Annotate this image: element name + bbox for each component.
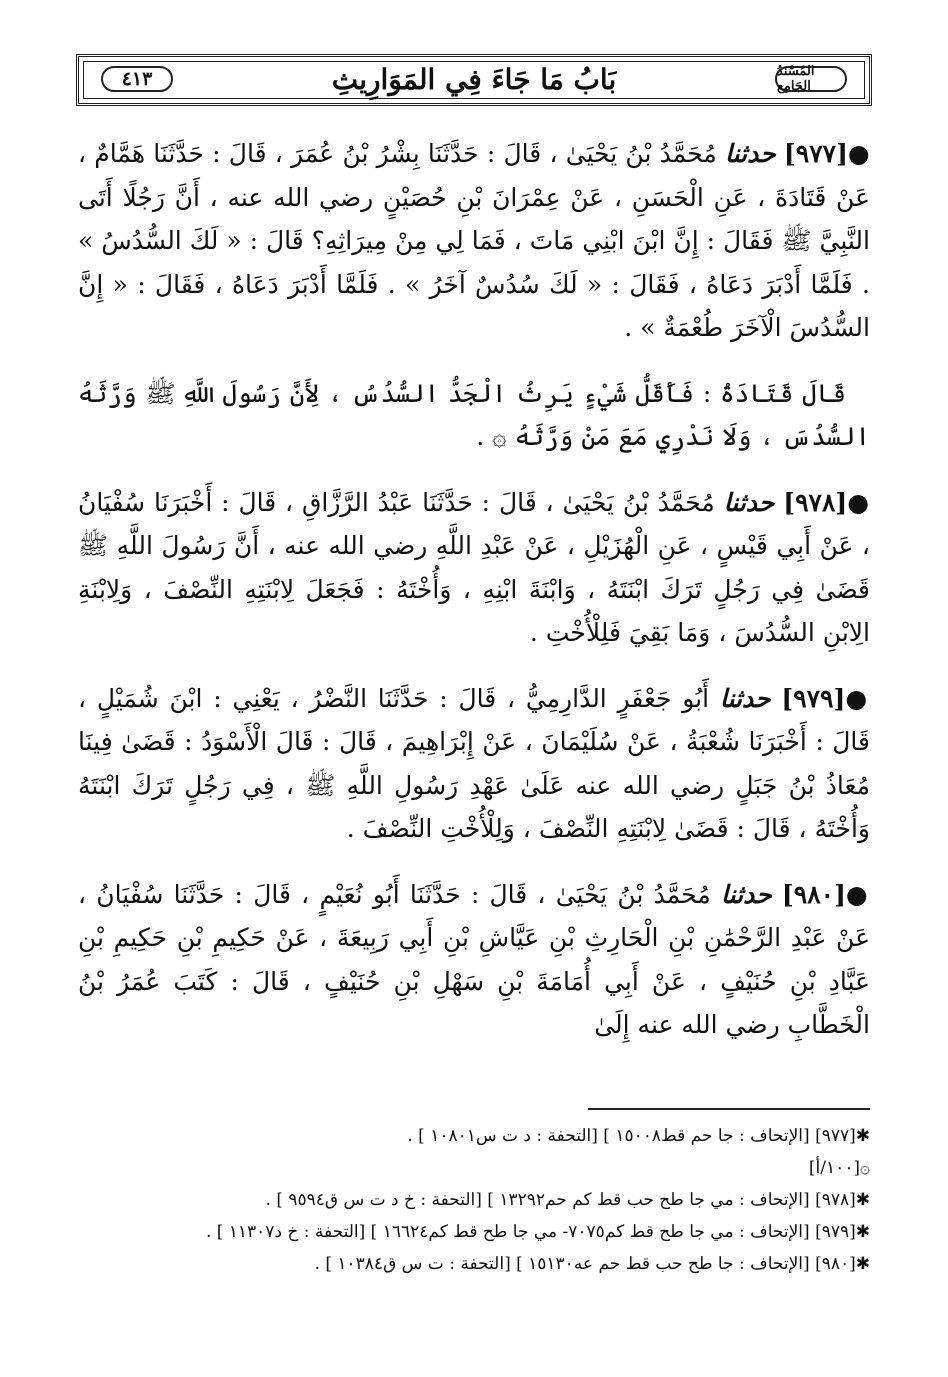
haddathana-word: حدثنا — [720, 879, 772, 909]
footnote-folio: ۞[١٠٠/أ] — [808, 1158, 870, 1178]
footnote-977: ✱[٩٧٧] [الإتحاف : جا حم قط١٥٠٠٨ ] [التحفة : د ت س١٠٨٠١ ] . — [407, 1126, 870, 1146]
haddathana-word: حدثنا — [723, 487, 775, 517]
page-header — [76, 54, 872, 106]
hadith-body: مُحَمَّدُ بْنُ يَحْيَىٰ ، قَالَ : حَدَّثَنَا أَبُو نُعَيْمٍ ، قَالَ : حَدَّثَنَا سُفْيَانُ ، عَنْ عَبْدِ الرَّحْمَٰنِ بْنِ الْحَارِثِ بْنِ عَيَّاشِ بْنِ أَبِي رَبِيعَةَ ، عَنْ حَكِيمِ بْنِ حَكِيمِ بْنِ عَبَّادِ بْنِ حُنَيْفٍ ، عَنْ أَبِي أُمَامَةَ بْنِ سَهْلِ بْنِ حُنَيْفٍ ، قَالَ : كَتَبَ عُمَرُ بْنُ الْخَطَّابِ رضي الله عنه إِلَىٰ — [78, 879, 870, 1039]
hadith-980: ●[٩٨٠] حدثنا مُحَمَّدُ بْنُ يَحْيَىٰ ، قَالَ : حَدَّثَنَا أَبُو نُعَيْمٍ ، قَالَ : حَدَّثَنَا سُفْيَانُ ، عَنْ عَبْدِ الرَّحْمَٰنِ بْنِ الْحَارِثِ بْنِ عَيَّاشِ بْنِ أَبِي رَبِيعَةَ ، عَنْ حَكِيمِ بْنِ حَكِيمِ بْنِ عَبَّادِ بْنِ حُنَيْفٍ ، عَنْ أَبِي أُمَامَةَ بْنِ سَهْلِ بْنِ حُنَيْفٍ ، قَالَ : كَتَبَ عُمَرُ بْنُ الْخَطَّابِ رضي الله عنه إِلَىٰ — [78, 879, 870, 1039]
hadith-977: ●[٩٧٧] حدثنا مُحَمَّدُ بْنُ يَحْيَىٰ ، قَالَ : حَدَّثَنَا بِشْرُ بْنُ عُمَرَ ، قَالَ : حَدَّثَنَا هَمَّامٌ ، عَنْ قَتَادَةَ ، عَنِ الْحَسَنِ ، عَنْ عِمْرَانَ بْنِ حُصَيْنٍ رضي الله عنه ، أَنَّ رَجُلًا أَتَى النَّبِيَّ ﷺ فَقَالَ : إِنَّ ابْنَ ابْنِي مَاتَ ، فَمَا لِي مِنْ مِيرَاثِهِ؟ قَالَ : « لَكَ السُّدُسُ » . فَلَمَّا أَدْبَرَ دَعَاهُ ، فَقَالَ : « لَكَ سُدُسٌ آخَرُ » . فَلَمَّا أَدْبَرَ دَعَاهُ ، فَقَالَ : « إِنَّ السُّدُسَ الْآخَرَ طُعْمَةٌ » . — [78, 139, 870, 342]
footnote-979: ✱[٩٧٩] [الإتحاف : مي جا طح قط كم٧٠٧٥- مي جا طح قط كم١٦٦٢٤ ] [التحفة : خ د١١٣٠٧ ] . — [205, 1222, 870, 1242]
book-seal: المُسْنَدُ الجَامِع — [775, 66, 847, 92]
hadith-number: [٩٧٩] — [781, 683, 846, 713]
hadith-body: مُحَمَّدُ بْنُ يَحْيَىٰ ، قَالَ : حَدَّثَنَا عَبْدُ الرَّزَّاقِ ، قَالَ : أَخْبَرَنَا سُفْيَانُ ، عَنْ أَبِي قَيْسٍ ، عَنِ الْهُزَيْلِ ، عَنْ عَبْدِ اللَّهِ رضي الله عنه ، أَنَّ رَسُولَ اللَّهِ ﷺ قَضَىٰ فِي رَجُلٍ تَرَكَ ابْنَتَهُ ، وَابْنَةَ ابْنِهِ ، وَأُخْتَهُ : فَجَعَلَ لِابْنَتِهِ النِّصْفَ ، وَلِابْنَةِ الِابْنِ السُّدُسَ ، وَمَا بَقِيَ فَلِلْأُخْتِ . — [78, 487, 870, 647]
haddathana-word: حدثنا — [724, 139, 776, 168]
hadith-number: [٩٨٠] — [781, 879, 846, 909]
chapter-title: بَابُ مَا جَاءَ فِي المَوَارِيثِ — [331, 63, 617, 96]
main-text — [78, 132, 870, 1069]
hadith-number: [٩٧٧] — [783, 139, 848, 168]
hadith-number: [٩٧٨] — [783, 487, 848, 517]
page-number: ٤١٣ — [101, 66, 173, 92]
footnote-978: ✱[٩٧٨] [الإتحاف : مي جا طح حب قط كم حم١٣٢٩٢ ] [التحفة : خ د ت س ق٩٥٩٤ ] . — [265, 1190, 870, 1210]
hadith-977-comment: قَالَ قَتَادَةُ : فَأَقَلُّ شَيْءٍ يَرِثُ الْجَدُّ السُّدُسُ ، لِأَنَّ رَسُولَ اللَّهِ ﷺ وَرَّثَهُ السُّدُسَ ، وَلَا نَدْرِي مَعَ مَنْ وَرَّثَهُ ۞ . — [78, 378, 870, 451]
hadith-978: ●[٩٧٨] حدثنا مُحَمَّدُ بْنُ يَحْيَىٰ ، قَالَ : حَدَّثَنَا عَبْدُ الرَّزَّاقِ ، قَالَ : أَخْبَرَنَا سُفْيَانُ ، عَنْ أَبِي قَيْسٍ ، عَنِ الْهُزَيْلِ ، عَنْ عَبْدِ اللَّهِ رضي الله عنه ، أَنَّ رَسُولَ اللَّهِ ﷺ قَضَىٰ فِي رَجُلٍ تَرَكَ ابْنَتَهُ ، وَابْنَةَ ابْنِهِ ، وَأُخْتَهُ : فَجَعَلَ لِابْنَتِهِ النِّصْفَ ، وَلِابْنَةِ الِابْنِ السُّدُسَ ، وَمَا بَقِيَ فَلِلْأُخْتِ . — [78, 487, 870, 647]
hadith-body: أَبُو جَعْفَرٍ الدَّارِمِيُّ ، قَالَ : حَدَّثَنَا النَّضْرُ ، يَعْنِي : ابْنَ شُمَيْلٍ ، قَالَ : أَخْبَرَنَا شُعْبَةُ ، عَنْ سُلَيْمَانَ ، عَنْ إِبْرَاهِيمَ ، قَالَ : قَالَ الْأَسْوَدُ : قَضَىٰ فِينَا مُعَاذُ بْنُ جَبَلٍ رضي الله عنه عَلَىٰ عَهْدِ رَسُولِ اللَّهِ ﷺ ، فِي رَجُلٍ تَرَكَ ابْنَتَهُ وَأُخْتَهُ ، قَالَ : قَضَىٰ لِابْنَتِهِ النِّصْفَ ، وَلِلْأُخْتِ النِّصْفَ . — [78, 683, 870, 843]
hadith-979: ●[٩٧٩] حدثنا أَبُو جَعْفَرٍ الدَّارِمِيُّ ، قَالَ : حَدَّثَنَا النَّضْرُ ، يَعْنِي : ابْنَ شُمَيْلٍ ، قَالَ : أَخْبَرَنَا شُعْبَةُ ، عَنْ سُلَيْمَانَ ، عَنْ إِبْرَاهِيمَ ، قَالَ : قَالَ الْأَسْوَدُ : قَضَىٰ فِينَا مُعَاذُ بْنُ جَبَلٍ رضي الله عنه عَلَىٰ عَهْدِ رَسُولِ اللَّهِ ﷺ ، فِي رَجُلٍ تَرَكَ ابْنَتَهُ وَأُخْتَهُ ، قَالَ : قَضَىٰ لِابْنَتِهِ النِّصْفَ ، وَلِلْأُخْتِ النِّصْفَ . — [78, 683, 870, 843]
haddathana-word: حدثنا — [719, 683, 771, 713]
footnotes — [78, 1120, 870, 1280]
footnote-980: ✱[٩٨٠] [الإتحاف : جا طح حب قط حم عه١٥١٣٠ ] [التحفة : ت س ق١٠٣٨٤ ] . — [314, 1254, 870, 1274]
footnote-separator — [588, 1108, 870, 1110]
hadith-body: مُحَمَّدُ بْنُ يَحْيَىٰ ، قَالَ : حَدَّثَنَا بِشْرُ بْنُ عُمَرَ ، قَالَ : حَدَّثَنَا هَمَّامٌ ، عَنْ قَتَادَةَ ، عَنِ الْحَسَنِ ، عَنْ عِمْرَانَ بْنِ حُصَيْنٍ رضي الله عنه ، أَنَّ رَجُلًا أَتَى النَّبِيَّ ﷺ فَقَالَ : إِنَّ ابْنَ ابْنِي مَاتَ ، فَمَا لِي مِنْ مِيرَاثِهِ؟ قَالَ : « لَكَ السُّدُسُ » . فَلَمَّا أَدْبَرَ دَعَاهُ ، فَقَالَ : « لَكَ سُدُسٌ آخَرُ » . فَلَمَّا أَدْبَرَ دَعَاهُ ، فَقَالَ : « إِنَّ السُّدُسَ الْآخَرَ طُعْمَةٌ » . — [78, 139, 870, 342]
